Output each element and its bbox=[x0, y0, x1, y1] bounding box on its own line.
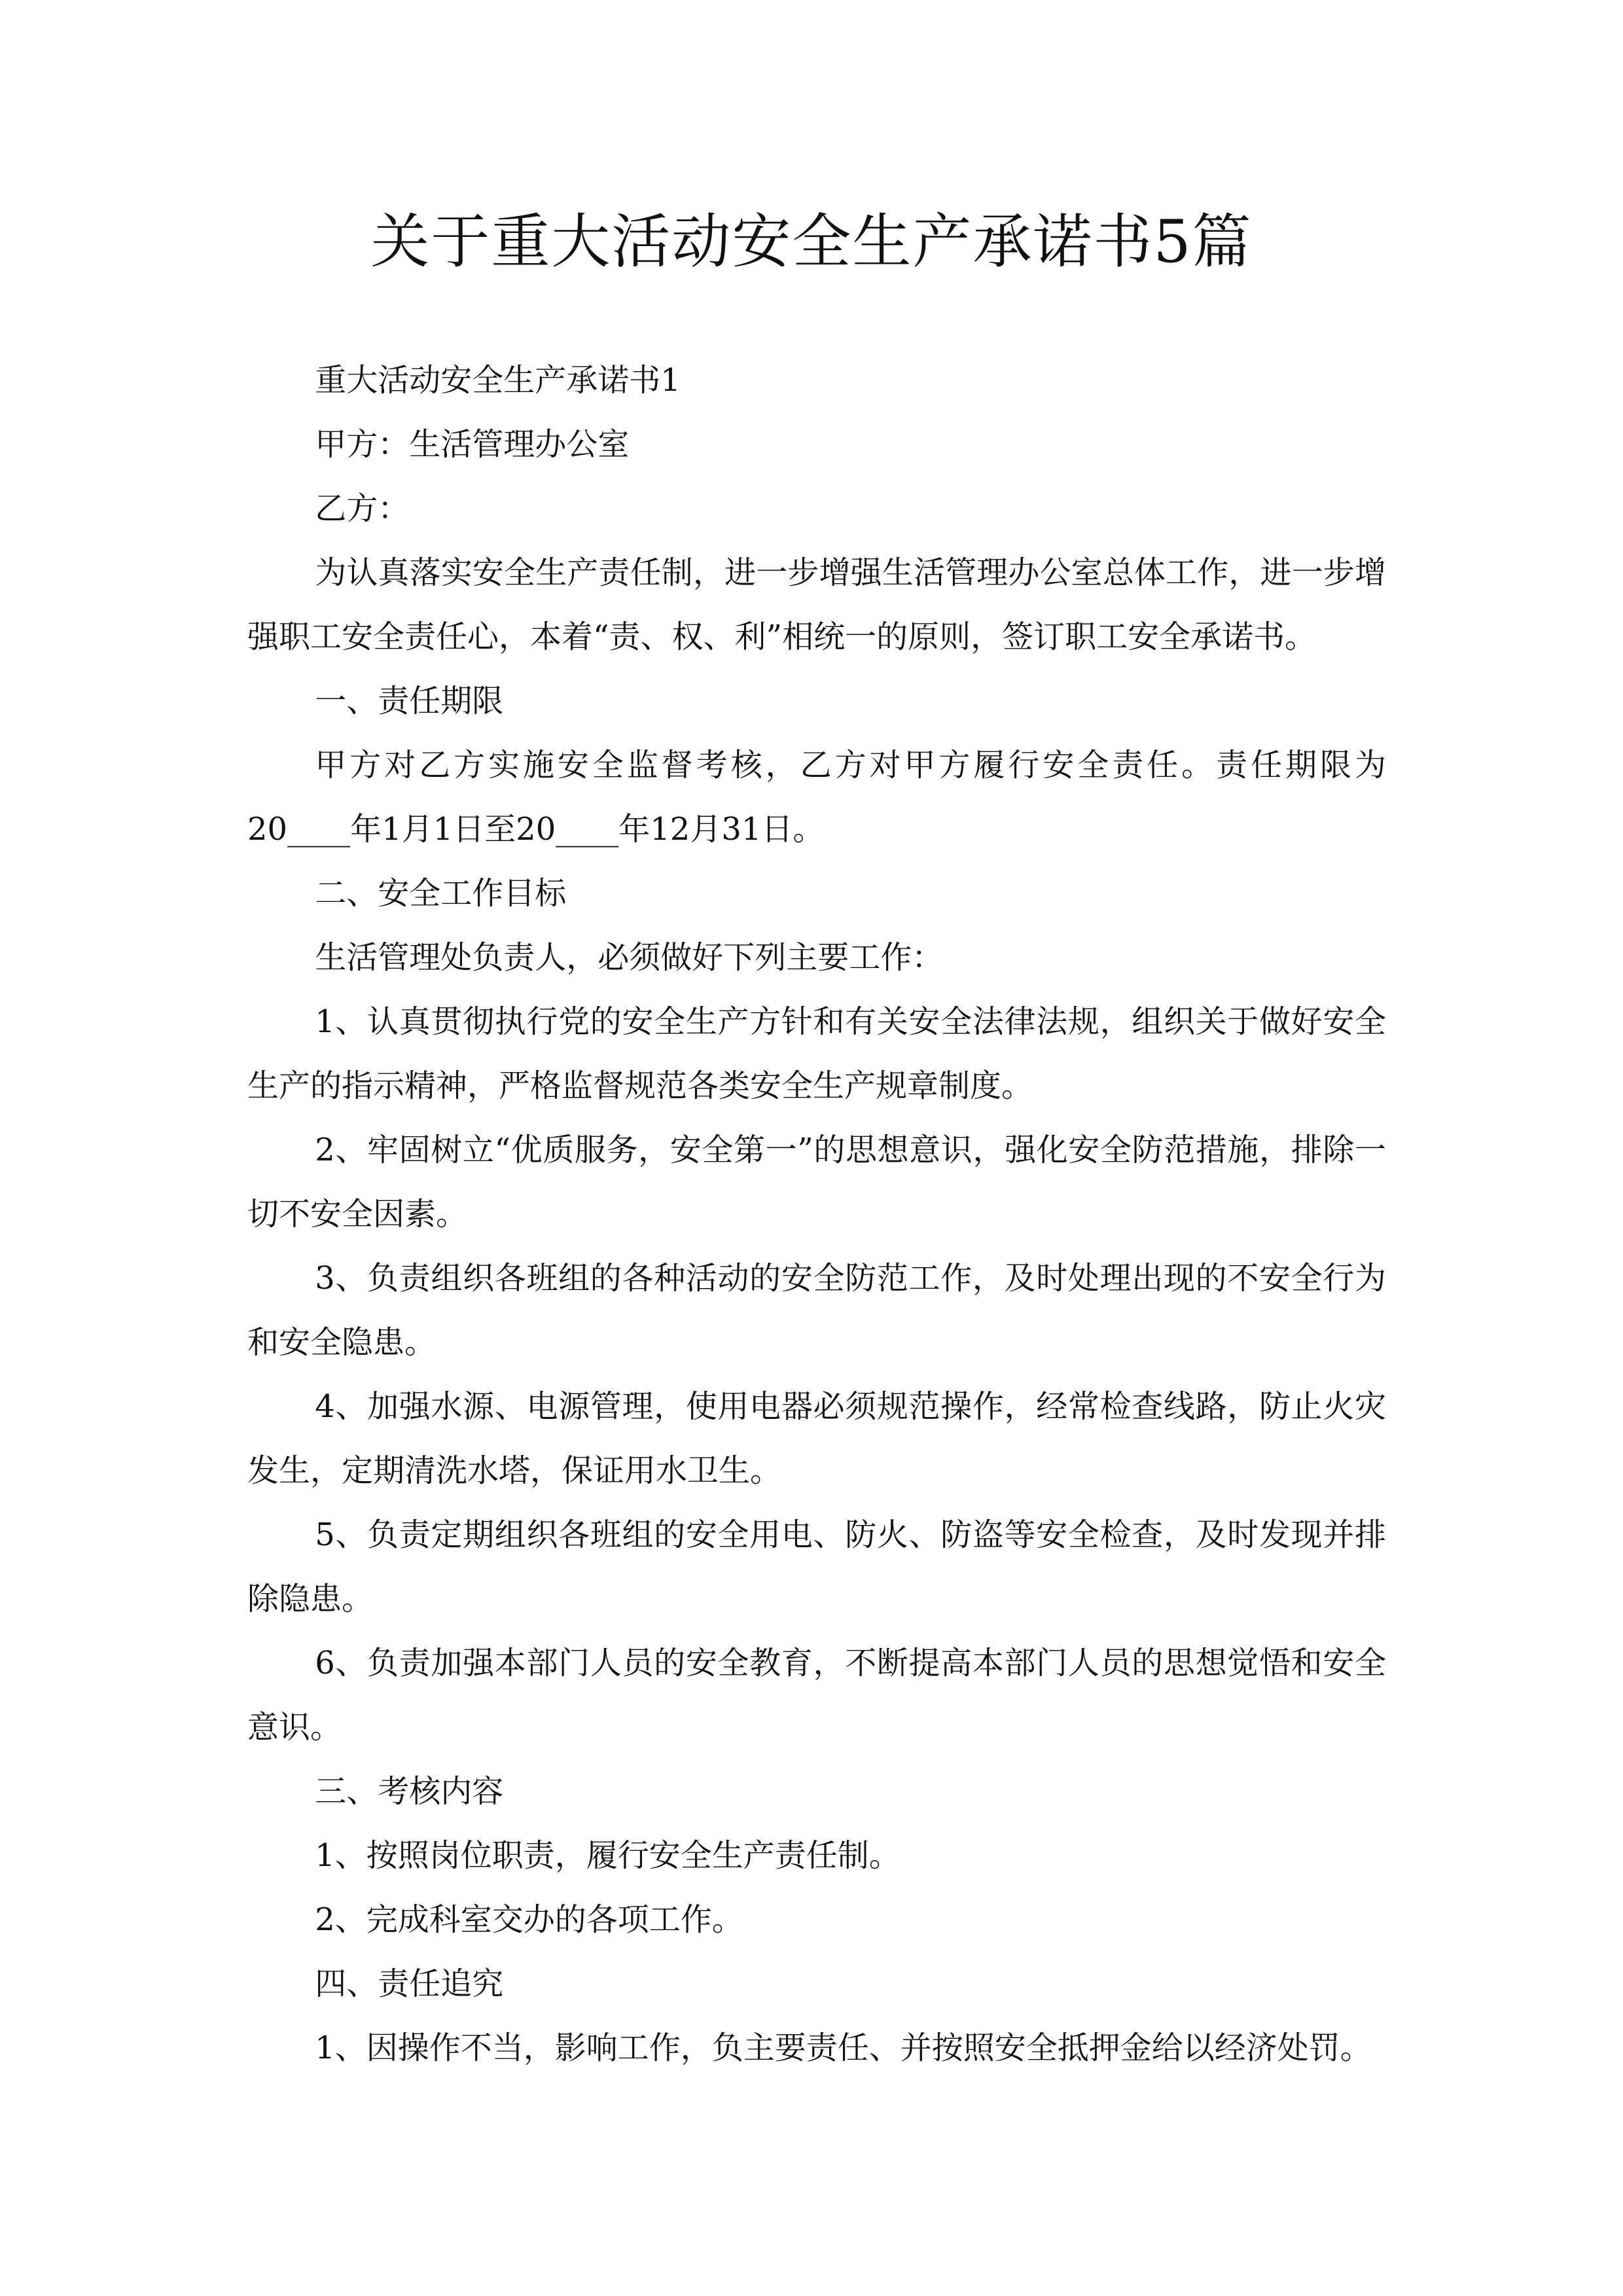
document-body bbox=[247, 348, 1386, 2080]
paragraph: 生活管理处负责人，必须做好下列主要工作： bbox=[315, 939, 944, 976]
list-item: 1、认真贯彻执行党的安全生产方针和有关安全法律法规，组织关于做好安全生产的指示精神，严格监督规范各类安全生产规章制度。 bbox=[247, 1003, 1386, 1104]
list-item: 2、完成科室交办的各项工作。 bbox=[315, 1901, 743, 1938]
list-item: 1、因操作不当，影响工作，负主要责任、并按照安全抵押金给以经济处罚。 bbox=[315, 2030, 1372, 2066]
party-a: 甲方：生活管理办公室 bbox=[315, 426, 630, 463]
section-heading: 重大活动安全生产承诺书1 bbox=[315, 362, 681, 399]
section-heading: 一、责任期限 bbox=[315, 683, 504, 719]
list-item: 5、负责定期组织各班组的安全用电、防火、防盗等安全检查，及时发现并排除隐患。 bbox=[247, 1516, 1386, 1617]
list-item: 4、加强水源、电源管理，使用电器必须规范操作，经常检查线路，防止火灾发生，定期清洗水塔，保证用水卫生。 bbox=[247, 1388, 1386, 1489]
paragraph: 甲方对乙方实施安全监督考核，乙方对甲方履行安全责任。责任期限为20____年1月1日至20____年12月31日。 bbox=[247, 747, 1386, 848]
section-heading: 三、考核内容 bbox=[315, 1773, 504, 1810]
document-title: 关于重大活动安全生产承诺书5篇 bbox=[370, 207, 1253, 276]
list-item: 2、牢固树立“优质服务，安全第一”的思想意识，强化安全防范措施，排除一切不安全因素。 bbox=[247, 1132, 1386, 1232]
list-item: 6、负责加强本部门人员的安全教育，不断提高本部门人员的思想觉悟和安全意识。 bbox=[247, 1645, 1386, 1746]
list-item: 3、负责组织各班组的各种活动的安全防范工作，及时处理出现的不安全行为和安全隐患。 bbox=[247, 1260, 1386, 1361]
party-b: 乙方： bbox=[315, 490, 410, 527]
section-heading: 四、责任追究 bbox=[315, 1965, 504, 2002]
section-heading: 二、安全工作目标 bbox=[315, 875, 567, 912]
paragraph: 为认真落实安全生产责任制，进一步增强生活管理办公室总体工作，进一步增强职工安全责任心，本着“责、权、利”相统一的原则，签订职工安全承诺书。 bbox=[247, 554, 1386, 655]
list-item: 1、按照岗位职责，履行安全生产责任制。 bbox=[315, 1837, 901, 1874]
